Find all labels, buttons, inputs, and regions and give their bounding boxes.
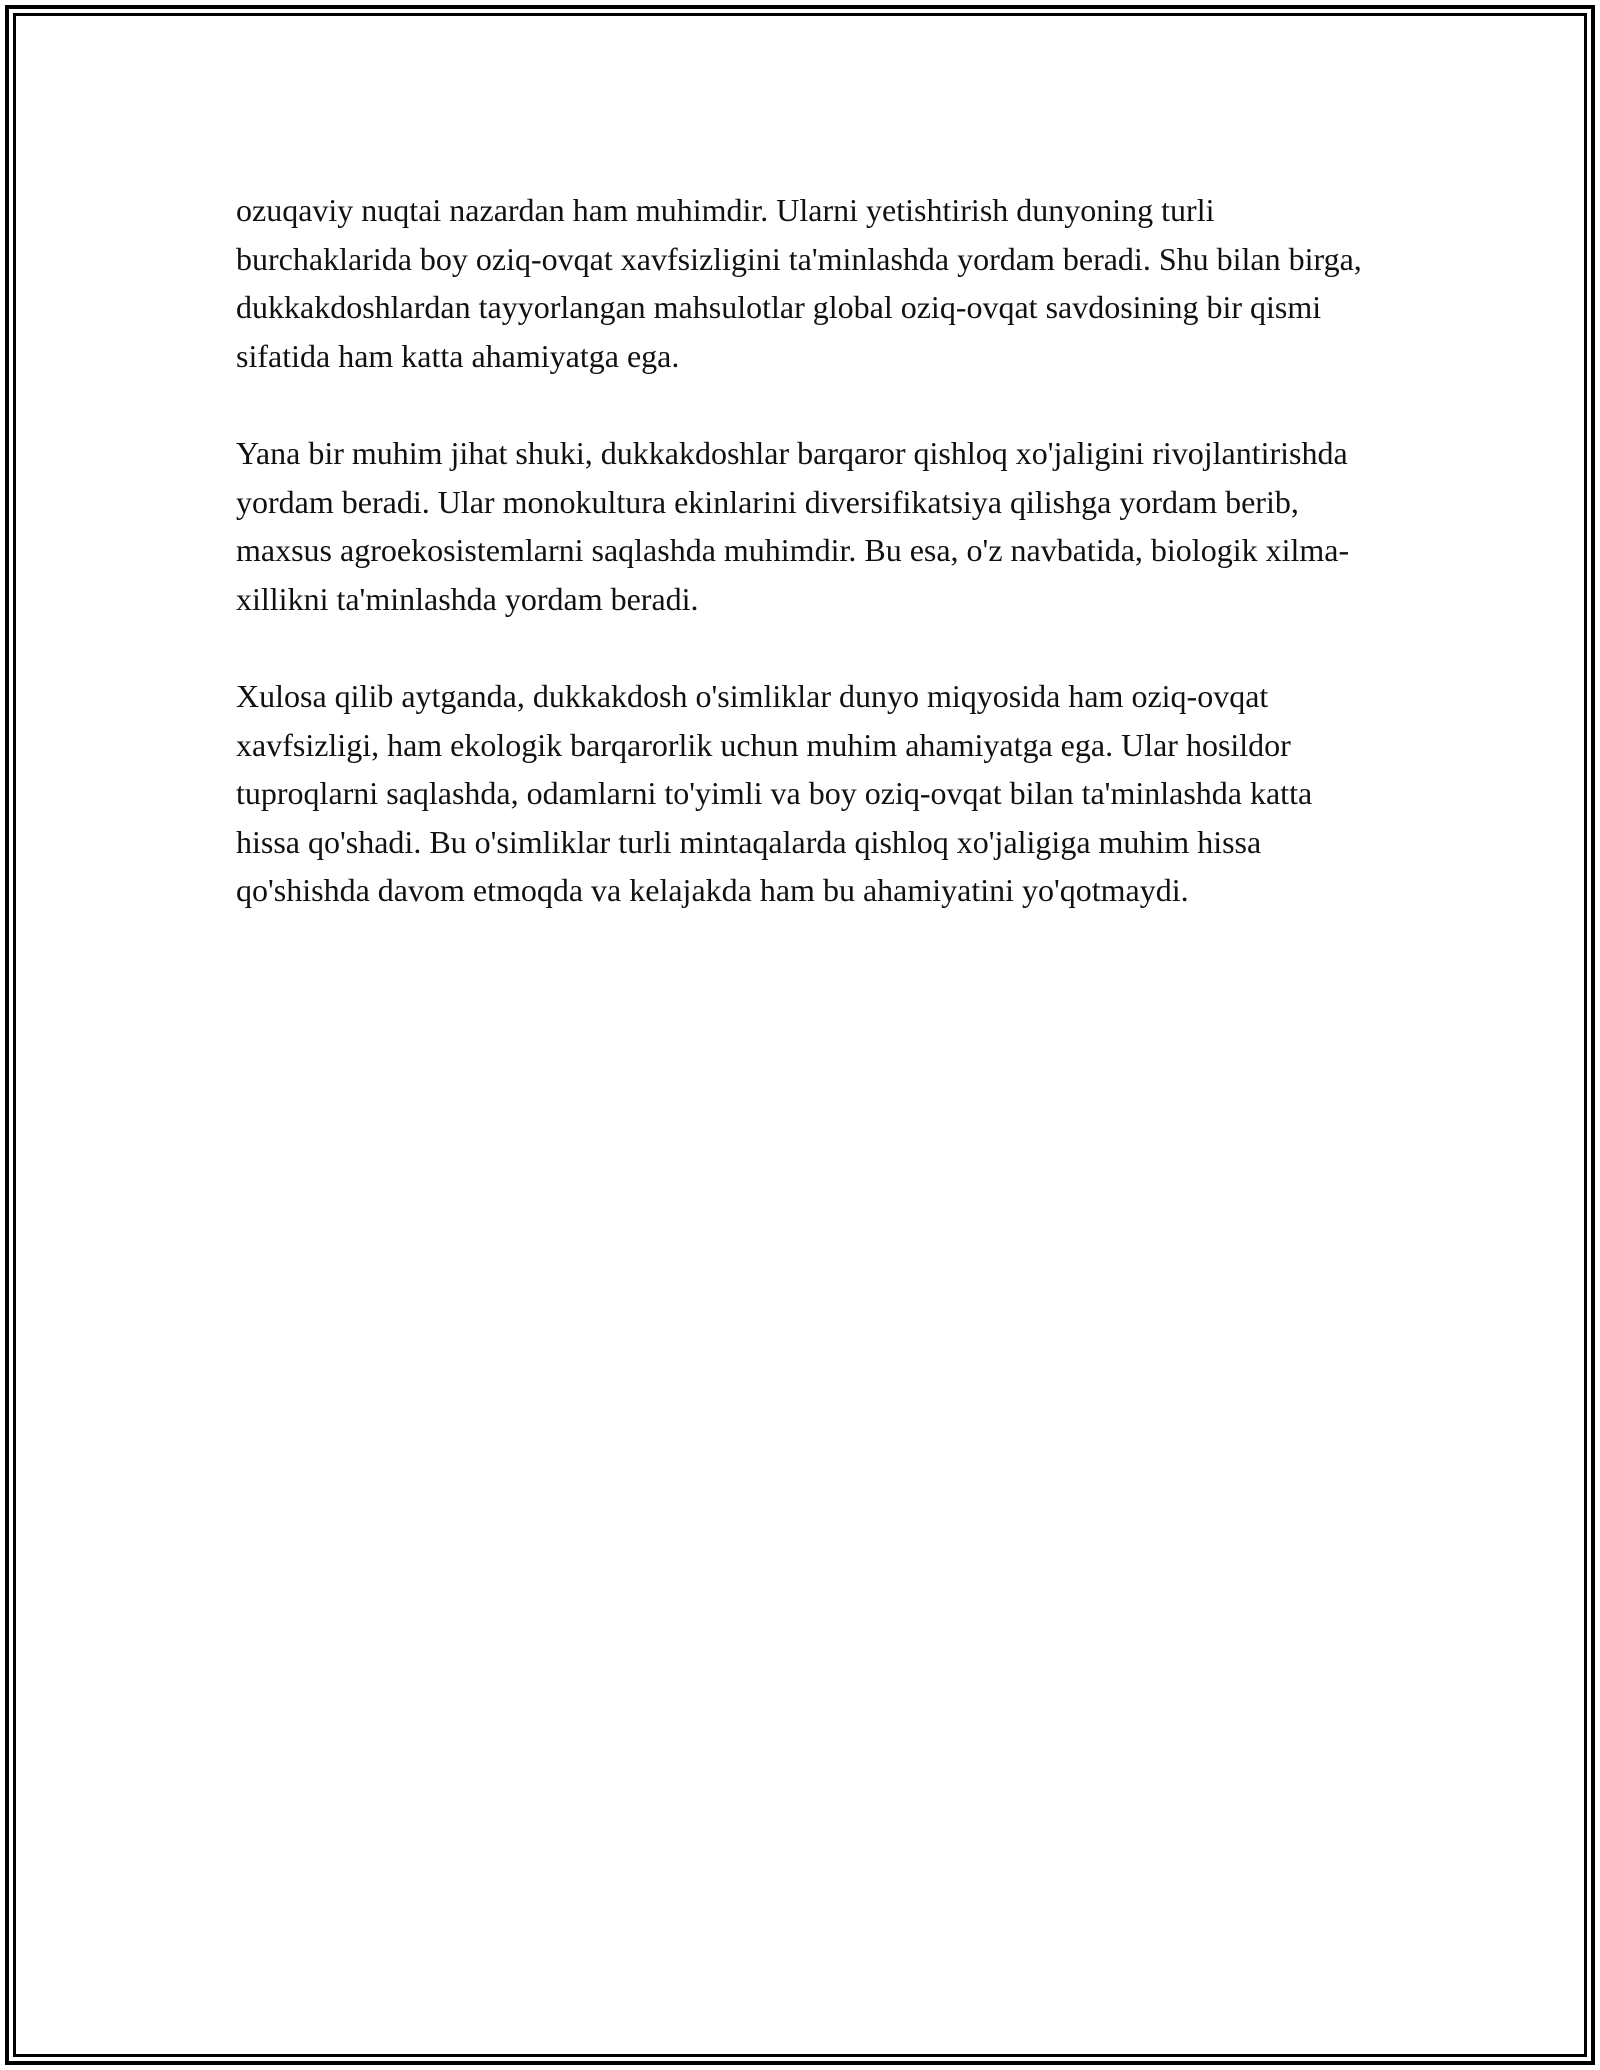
document-body xyxy=(236,186,1376,964)
paragraph-conclusion: Xulosa qilib aytganda, dukkakdosh o'simliklar dunyo miqyosida ham oziq-ovqat xavfsizligi, ham ekologik barqarorlik uchun muhim ahamiyatga ega. Ular hosildor tuproqlarni saqlashda, odamlarni to'yimli va boy oziq-ovqat bilan ta'minlashda katta hissa qo'shadi. Bu o'simliklar turli mintaqalarda qishloq xo'jaligiga muhim hissa qo'shishda davom etmoqda va kelajakda ham bu ahamiyatini yo'qotmaydi. xyxy=(236,678,1313,908)
paragraph-sustainable-agriculture: Yana bir muhim jihat shuki, dukkakdoshlar barqaror qishloq xo'jaligini rivojlantirishda yordam beradi. Ular monokultura ekinlarini diversifikatsiya qilishga yordam berib, maxsus agroekosistemlarni saqlashda muhimdir. Bu esa, o'z navbatida, biologik xilma-xillikni ta'minlashda yordam beradi. xyxy=(236,435,1350,617)
paragraph-food-security: ozuqaviy nuqtai nazardan ham muhimdir. Ularni yetishtirish dunyoning turli burchaklarida boy oziq-ovqat xavfsizligini ta'minlashda yordam beradi. Shu bilan birga, dukkakdoshlardan tayyorlangan mahsulotlar global oziq-ovqat savdosining bir qismi sifatida ham katta ahamiyatga ega. xyxy=(236,192,1362,374)
